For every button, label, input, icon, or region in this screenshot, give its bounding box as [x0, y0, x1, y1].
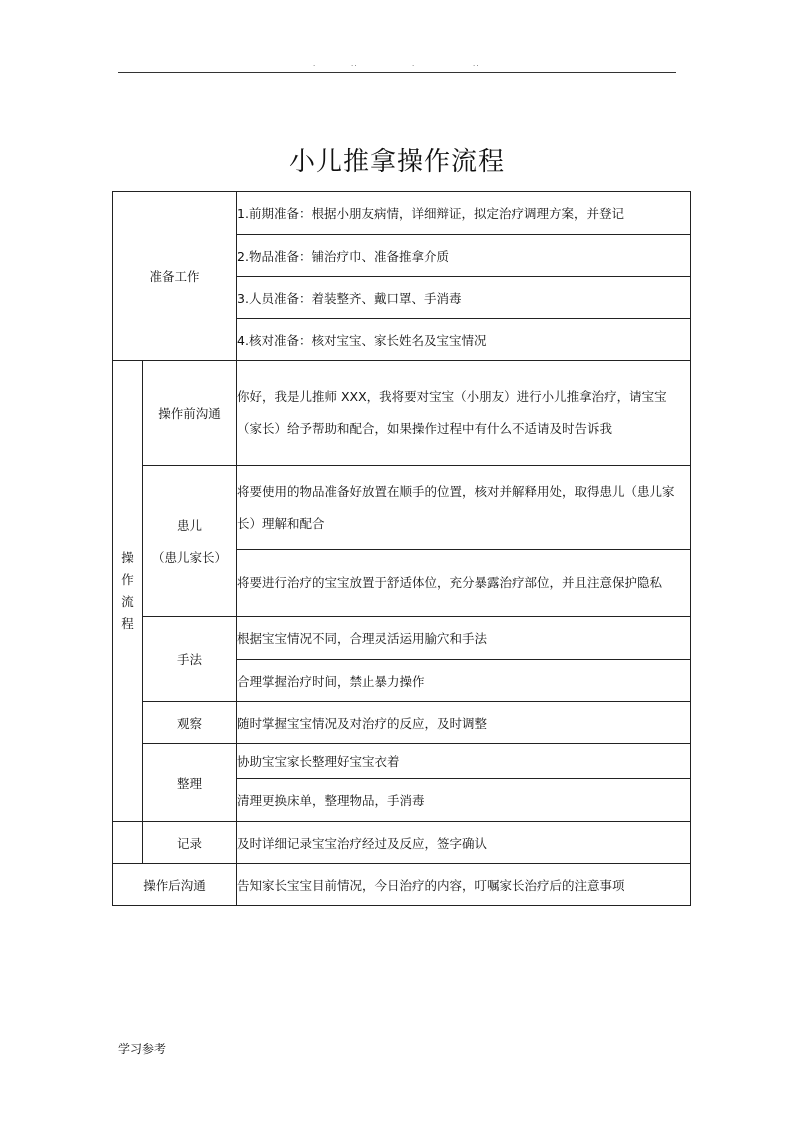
prep-item: 4.核对准备：核对宝宝、家长姓名及宝宝情况 — [237, 319, 691, 361]
patient-label-line2: （患儿家长） — [152, 550, 228, 565]
tidy-item: 清理更换床单，整理物品，手消毒 — [237, 779, 691, 822]
post-text: 告知家长宝宝目前情况，今日治疗的内容，叮嘱家长治疗后的注意事项 — [237, 864, 691, 906]
table-row — [113, 466, 691, 550]
tidy-label: 整理 — [143, 744, 237, 822]
header-dots — [118, 60, 676, 72]
header-dot: .. — [351, 60, 358, 68]
empty-cell — [113, 822, 143, 864]
table-row — [113, 702, 691, 744]
prep-item: 1.前期准备：根据小朋友病情，详细辩证，拟定治疗调理方案，并登记 — [237, 192, 691, 235]
record-text: 及时详细记录宝宝治疗经过及反应，签字确认 — [237, 822, 691, 864]
communication-text: 你好，我是儿推师 XXX，我将要对宝宝（小朋友）进行小儿推拿治疗，请宝宝（家长）给予帮助和配合，如果操作过程中有什么不适请及时告诉我 — [237, 361, 691, 466]
table-row — [113, 617, 691, 660]
technique-item: 根据宝宝情况不同，合理灵活运用腧穴和手法 — [237, 617, 691, 660]
record-label: 记录 — [143, 822, 237, 864]
process-label-char: 操 — [121, 550, 134, 565]
tidy-item: 协助宝宝家长整理好宝宝衣着 — [237, 744, 691, 779]
patient-label — [143, 466, 237, 617]
process-label — [113, 361, 143, 822]
table-row — [113, 361, 691, 466]
header-dot: . — [313, 60, 317, 68]
process-label-char: 流 — [121, 594, 134, 609]
technique-label: 手法 — [143, 617, 237, 702]
table-row — [113, 822, 691, 864]
communication-label: 操作前沟通 — [143, 361, 237, 466]
table-row — [113, 864, 691, 906]
table-row — [113, 192, 691, 235]
patient-label-line1: 患儿 — [177, 518, 203, 533]
table-row — [113, 744, 691, 779]
patient-item: 将要进行治疗的宝宝放置于舒适体位，充分暴露治疗部位，并且注意保护隐私 — [237, 550, 691, 617]
footer-text: 学习参考 — [118, 1042, 167, 1056]
prep-label: 准备工作 — [113, 192, 237, 361]
process-label-char: 程 — [121, 616, 134, 631]
technique-item: 合理掌握治疗时间，禁止暴力操作 — [237, 660, 691, 702]
process-label-char: 作 — [121, 572, 134, 587]
post-label: 操作后沟通 — [113, 864, 237, 906]
observe-text: 随时掌握宝宝情况及对治疗的反应，及时调整 — [237, 702, 691, 744]
header-dot: .. — [473, 60, 480, 68]
observe-label: 观察 — [143, 702, 237, 744]
patient-item: 将要使用的物品准备好放置在顺手的位置，核对并解释用处，取得患儿（患儿家长）理解和配合 — [237, 466, 691, 550]
prep-item: 2.物品准备：铺治疗巾、准备推拿介质 — [237, 235, 691, 277]
header-dot: . — [412, 60, 416, 68]
page-title: 小儿推拿操作流程 — [288, 147, 505, 177]
header-rule — [118, 72, 676, 73]
prep-item: 3.人员准备：着装整齐、戴口罩、手消毒 — [237, 277, 691, 319]
procedure-table — [112, 191, 691, 906]
